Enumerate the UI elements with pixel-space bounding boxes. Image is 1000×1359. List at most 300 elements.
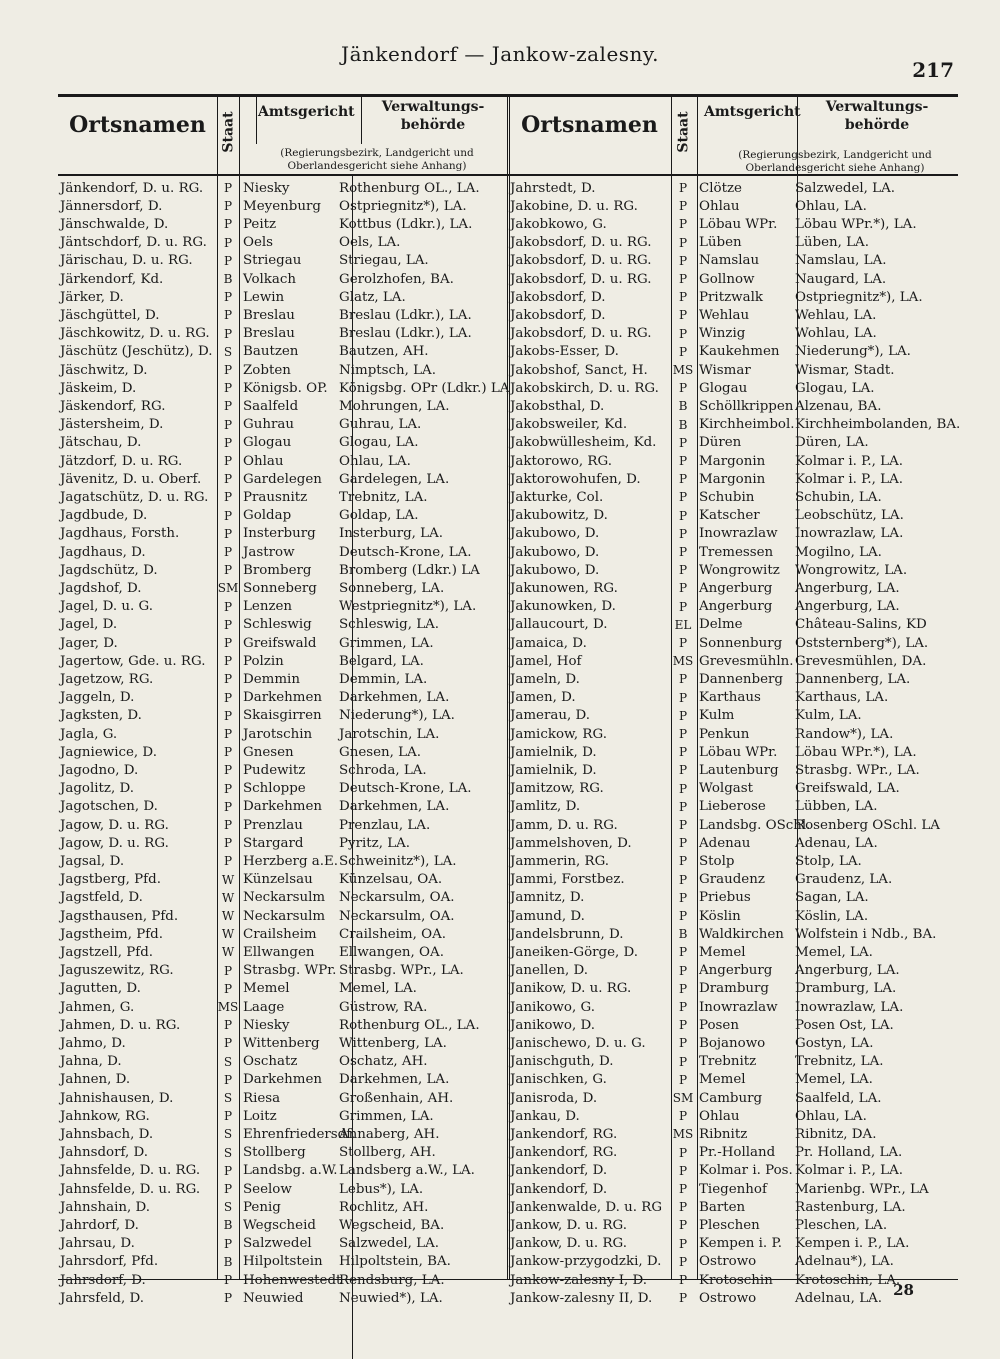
- place-name: Jankow-zalesny II, D.: [510, 1290, 653, 1306]
- place-name: Janikowo, D.: [510, 1017, 595, 1033]
- place-name: Jahnen, D.: [60, 1072, 131, 1088]
- state-code: P: [678, 1236, 688, 1251]
- place-name: Jakobsdorf, D. u. RG.: [510, 271, 652, 287]
- administrative-authority: Strasbg. WPr., LA.: [795, 762, 920, 778]
- district-court: Salzwedel: [243, 1236, 312, 1252]
- district-court: Goldap: [243, 508, 292, 524]
- state-code: P: [678, 1291, 688, 1306]
- place-name: Jakobsdorf, D. u. RG.: [510, 235, 652, 251]
- table-row: [508, 742, 945, 762]
- district-court: Ohlau: [699, 1108, 740, 1124]
- district-court: Zobten: [243, 362, 291, 378]
- place-name: Jagdhaus, Forsth.: [60, 526, 180, 542]
- administrative-authority: Güstrow, RA.: [339, 999, 428, 1015]
- district-court: Gnesen: [243, 744, 294, 760]
- place-name: Jakobsdorf, D.: [510, 307, 606, 323]
- administrative-authority: Rothenburg OL., LA.: [339, 180, 480, 196]
- administrative-authority: Memel, LA.: [795, 1072, 873, 1088]
- state-code: P: [223, 727, 233, 741]
- state-code: B: [223, 1254, 233, 1269]
- place-name: Jagetzow, RG.: [60, 671, 154, 687]
- district-court: Posen: [699, 1017, 739, 1033]
- administrative-authority: Ostpriegnitz*), LA.: [339, 198, 467, 214]
- district-court: Lenzen: [243, 599, 293, 615]
- district-court: Laage: [243, 999, 285, 1015]
- administrative-authority: Ellwangen, OA.: [339, 944, 444, 960]
- administrative-authority: Demmin, LA.: [339, 671, 428, 687]
- table-row: [508, 669, 945, 689]
- ortsnamen-heading: Ortsnamen: [521, 112, 658, 138]
- table-row: [508, 633, 945, 653]
- district-court: Inowrazlaw: [699, 526, 778, 542]
- administrative-authority: Namslau, LA.: [795, 253, 887, 269]
- administrative-authority: Posen Ost, LA.: [795, 1017, 894, 1033]
- administrative-authority: Wehlau, LA.: [795, 307, 877, 323]
- district-court: Delme: [699, 617, 743, 633]
- state-code: P: [223, 290, 233, 305]
- district-court: Trebnitz: [699, 1054, 757, 1070]
- place-name: Jandelsbrunn, D.: [510, 926, 624, 942]
- state-code: P: [223, 217, 233, 232]
- administrative-authority: Neckarsulm, OA.: [339, 908, 455, 924]
- state-code: P: [223, 308, 233, 323]
- table-row: [58, 542, 489, 562]
- administrative-authority: Inowrazlaw, LA.: [795, 526, 904, 542]
- administrative-authority: Salzwedel, LA.: [339, 1236, 439, 1252]
- state-code: P: [678, 1054, 688, 1069]
- place-name: Jamm, D. u. RG.: [510, 817, 618, 833]
- table-row: [508, 560, 945, 580]
- administrative-authority: Großenhain, AH.: [339, 1090, 454, 1106]
- place-name: Jagstfeld, D.: [60, 890, 143, 906]
- verwaltung-heading: [804, 98, 950, 134]
- district-court: Wehlau: [699, 307, 750, 323]
- table-row: [58, 688, 489, 708]
- administrative-authority: Köslin, LA.: [795, 908, 869, 924]
- administrative-authority: Oststernberg*), LA.: [795, 635, 929, 651]
- district-court: Polzin: [243, 653, 284, 669]
- table-row: [58, 378, 510, 398]
- place-name: Jakubowo, D.: [510, 544, 600, 560]
- district-court: Skaisgirren: [243, 708, 322, 724]
- place-name: Jagsthausen, Pfd.: [60, 908, 179, 924]
- place-name: Jakobshof, Sanct, H.: [510, 362, 648, 378]
- district-court: Prausnitz: [243, 489, 308, 505]
- place-name: Jahnkow, RG.: [60, 1108, 150, 1124]
- court-note-line1: (Regierungsbezirk, Landgericht und: [280, 147, 474, 159]
- administrative-authority: Stolp, LA.: [795, 853, 862, 869]
- district-court: Waldkirchen: [699, 926, 784, 942]
- table-row: [58, 1143, 489, 1163]
- place-name: Jagow, D. u. RG.: [60, 817, 169, 833]
- district-court: Neckarsulm: [243, 908, 326, 924]
- table-row: [58, 487, 489, 507]
- state-code: P: [678, 1163, 688, 1178]
- administrative-authority: Oels, LA.: [339, 235, 401, 251]
- place-name: Jahnshain, D.: [60, 1199, 151, 1215]
- place-name: Jankow-przygodzki, D.: [510, 1254, 662, 1270]
- district-court: Clötze: [699, 180, 742, 196]
- place-name: Jäschkowitz, D. u. RG.: [60, 326, 210, 342]
- state-code: P: [678, 981, 688, 996]
- district-court: Dannenberg: [699, 671, 783, 687]
- table-row: [508, 870, 945, 890]
- verwaltung-heading-line1: Verwaltungs-: [825, 99, 929, 115]
- state-code: P: [678, 872, 688, 887]
- administrative-authority: Stollberg, AH.: [339, 1145, 436, 1161]
- place-name: Jahrsdorf, Pfd.: [60, 1254, 159, 1270]
- state-code: P: [678, 181, 688, 195]
- table-row: [58, 724, 489, 744]
- state-code: P: [678, 526, 688, 541]
- district-court: Memel: [699, 944, 746, 960]
- district-court: Neckarsulm: [243, 890, 326, 906]
- district-court: Angerburg: [699, 599, 773, 615]
- administrative-authority: Deutsch-Krone, LA.: [339, 781, 472, 797]
- table-row: [508, 833, 945, 853]
- district-court: Pudewitz: [243, 762, 306, 778]
- place-name: Jäskendorf, RG.: [60, 398, 166, 414]
- table-row: [508, 305, 945, 325]
- table-row: [508, 1252, 945, 1272]
- district-court: Bautzen: [243, 344, 299, 360]
- administrative-authority: Glatz, LA.: [339, 289, 406, 305]
- place-name: Jammi, Forstbez.: [510, 872, 625, 888]
- state-code: B: [678, 417, 688, 432]
- state-code: P: [678, 217, 688, 232]
- administrative-authority: Glogau, LA.: [339, 435, 419, 451]
- district-court: Jarotschin: [243, 726, 313, 742]
- table-row: [58, 1088, 489, 1108]
- place-name: Jäschgüttel, D.: [60, 307, 160, 323]
- place-name: Jagotschen, D.: [60, 799, 158, 815]
- state-code: P: [223, 563, 233, 578]
- table-row: [508, 378, 945, 398]
- state-code: P: [223, 690, 233, 705]
- district-court: Winzig: [699, 326, 746, 342]
- state-code: P: [678, 599, 688, 614]
- table-row: [58, 524, 489, 544]
- administrative-authority: Greifswald, LA.: [795, 781, 900, 797]
- administrative-authority: Wohlau, LA.: [795, 326, 877, 342]
- administrative-authority: Belgard, LA.: [339, 653, 424, 669]
- state-code: P: [223, 708, 233, 723]
- table-row: [58, 1033, 489, 1053]
- state-code: P: [223, 799, 233, 814]
- court-note-line1: (Regierungsbezirk, Landgericht und: [738, 149, 932, 161]
- state-code: P: [223, 672, 233, 687]
- table-row: [58, 469, 489, 489]
- state-code: P: [678, 1254, 688, 1269]
- table-row: [508, 1270, 945, 1290]
- state-code: P: [223, 235, 233, 250]
- district-court: Lüben: [699, 235, 742, 251]
- administrative-authority: Darkehmen, LA.: [339, 1072, 450, 1088]
- state-code: P: [678, 454, 688, 468]
- district-court: Darkehmen: [243, 1072, 323, 1088]
- district-court: Strasbg. WPr.: [243, 963, 337, 979]
- state-code: P: [223, 363, 233, 377]
- state-code: P: [223, 526, 233, 541]
- table-row: [58, 597, 489, 617]
- table-row: [508, 942, 945, 962]
- place-name: Jahnsfelde, D. u. RG.: [60, 1163, 201, 1179]
- administrative-authority: Trebnitz, LA.: [339, 489, 428, 505]
- administrative-authority: Mohrungen, LA.: [339, 398, 450, 414]
- district-court: Graudenz: [699, 872, 765, 888]
- administrative-authority: Künzelsau, OA.: [339, 872, 443, 888]
- district-court: Karthaus: [699, 690, 761, 706]
- state-code: P: [223, 1109, 233, 1124]
- state-code: P: [223, 763, 233, 778]
- state-code: P: [223, 399, 233, 414]
- place-name: Jänkendorf, D. u. RG.: [60, 180, 204, 196]
- place-name: Jagdbude, D.: [60, 508, 148, 524]
- table-row: [508, 851, 945, 871]
- place-name: Jahrsfeld, D.: [60, 1290, 145, 1306]
- table-row: [58, 287, 489, 307]
- place-name: Jakobsweiler, Kd.: [510, 417, 628, 433]
- administrative-authority: Saalfeld, LA.: [795, 1090, 882, 1106]
- district-court: Hohenwestedt: [243, 1272, 342, 1288]
- table-row: [508, 961, 945, 981]
- district-court: Ehrenfriedersdf.: [243, 1126, 355, 1142]
- district-court: Darkehmen: [243, 799, 323, 815]
- place-name: Jagatschütz, D. u. RG.: [60, 489, 209, 505]
- table-row: [508, 396, 945, 416]
- place-name: Jankow, D. u. RG.: [510, 1236, 628, 1252]
- place-name: Jagstberg, Pfd.: [60, 872, 161, 888]
- table-row: [508, 597, 945, 617]
- state-code: P: [223, 1018, 233, 1033]
- state-code: P: [678, 472, 688, 487]
- state-code: P: [678, 727, 688, 741]
- table-row: [58, 324, 489, 344]
- state-code: P: [678, 344, 688, 359]
- place-name: Jahrsau, D.: [60, 1236, 135, 1252]
- state-code: P: [223, 854, 233, 869]
- district-court: Peitz: [243, 216, 277, 232]
- place-name: Jagstheim, Pfd.: [60, 926, 164, 942]
- administrative-authority: Kempen i. P., LA.: [795, 1236, 910, 1252]
- place-name: Jahmo, D.: [60, 1035, 126, 1051]
- table-row: [508, 433, 945, 453]
- administrative-authority: Löbau WPr.*), LA.: [795, 744, 917, 760]
- administrative-authority: Wegscheid, BA.: [339, 1217, 445, 1233]
- state-code: SM: [672, 1091, 694, 1105]
- state-code: P: [223, 836, 233, 851]
- district-court: Angerburg: [699, 963, 773, 979]
- state-code: P: [678, 435, 688, 450]
- state-code: P: [678, 1072, 688, 1087]
- district-court: Ohlau: [243, 453, 284, 469]
- place-name: Jakobwüllesheim, Kd.: [510, 435, 657, 451]
- state-code: P: [223, 1236, 233, 1251]
- page-number: 217: [912, 58, 954, 82]
- district-court: Pr.-Holland: [699, 1145, 776, 1161]
- place-name: Jästersheim, D.: [60, 417, 164, 433]
- state-code: P: [223, 1036, 233, 1051]
- administrative-authority: Striegau, LA.: [339, 253, 429, 269]
- district-court: Schöllkrippen: [699, 398, 794, 414]
- administrative-authority: Mogilno, LA.: [795, 544, 882, 560]
- state-code: P: [678, 563, 688, 578]
- place-name: Janischewo, D. u. G.: [510, 1035, 646, 1051]
- state-code: P: [678, 909, 688, 923]
- place-name: Jallaucourt, D.: [510, 617, 608, 633]
- place-name: Jammelshoven, D.: [510, 835, 632, 851]
- district-court: Ostrowo: [699, 1254, 757, 1270]
- table-row: [58, 742, 489, 762]
- place-name: Jankau, D.: [510, 1108, 580, 1124]
- table-row: [58, 1288, 489, 1308]
- place-name: Jakubowo, D.: [510, 526, 600, 542]
- table-row: [58, 815, 489, 835]
- place-name: Jäntschdorf, D. u. RG.: [60, 235, 207, 251]
- administrative-authority: Leobschütz, LA.: [795, 508, 904, 524]
- place-name: Jagla, G.: [60, 726, 118, 742]
- district-court: Volkach: [243, 271, 297, 287]
- state-code: P: [223, 181, 233, 195]
- administrative-authority: Niederung*), LA.: [795, 344, 911, 360]
- staat-heading: [672, 100, 696, 164]
- table-row: [58, 178, 489, 198]
- administrative-authority: Schleswig, LA.: [339, 617, 440, 633]
- administrative-authority: Wongrowitz, LA.: [795, 562, 908, 578]
- staat-heading: [217, 100, 241, 164]
- court-note: [256, 147, 498, 173]
- table-row: [508, 342, 945, 362]
- administrative-authority: Kolmar i. P., LA.: [795, 453, 904, 469]
- table-row: [508, 1124, 945, 1144]
- administrative-authority: Schubin, LA.: [795, 489, 882, 505]
- district-court: Oels: [243, 235, 274, 251]
- administrative-authority: Westpriegnitz*), LA.: [339, 599, 477, 615]
- district-court: Wolgast: [699, 781, 754, 797]
- district-court: Ellwangen: [243, 944, 315, 960]
- administrative-authority: Angerburg, LA.: [795, 599, 900, 615]
- table-row: [508, 1197, 945, 1217]
- administrative-authority: Grimmen, LA.: [339, 1108, 434, 1124]
- district-court: Seelow: [243, 1181, 292, 1197]
- state-code: P: [678, 308, 688, 323]
- table-row: [508, 924, 945, 944]
- place-name: Jahrdorf, D.: [60, 1217, 139, 1233]
- state-code: P: [678, 763, 688, 778]
- place-name: Jätschau, D.: [60, 435, 142, 451]
- district-court: Schubin: [699, 489, 755, 505]
- district-court: Ribnitz: [699, 1126, 748, 1142]
- table-row: [58, 760, 489, 780]
- administrative-authority: Niederung*), LA.: [339, 708, 455, 724]
- state-code: B: [223, 1218, 233, 1233]
- table-row: [508, 888, 945, 908]
- place-name: Jakobs-Esser, D.: [510, 344, 619, 360]
- administrative-authority: Breslau (Ldkr.), LA.: [339, 326, 472, 342]
- state-code: MS: [217, 1000, 239, 1014]
- administrative-authority: Krotoschin, LA.: [795, 1272, 901, 1288]
- table-row: [58, 1161, 489, 1181]
- table-row: [58, 214, 489, 234]
- place-name: Jännersdorf, D.: [60, 198, 163, 214]
- place-name: Jagel, D.: [60, 617, 118, 633]
- district-court: Schleswig: [243, 617, 312, 633]
- table-row: [58, 360, 489, 380]
- district-court: Ostrowo: [699, 1290, 757, 1306]
- administrative-authority: Kolmar i. P., LA.: [795, 471, 904, 487]
- administrative-authority: Glogau, LA.: [795, 380, 875, 396]
- table-row: [508, 1234, 945, 1254]
- administrative-authority: Darkehmen, LA.: [339, 799, 450, 815]
- administrative-authority: Schweinitz*), LA.: [339, 853, 457, 869]
- state-code: S: [223, 1145, 233, 1160]
- table-row: [58, 451, 489, 471]
- state-code: P: [678, 690, 688, 705]
- table-row: [508, 906, 945, 926]
- district-court: Priebus: [699, 890, 751, 906]
- state-code: P: [678, 1218, 688, 1233]
- administrative-authority: Inowrazlaw, LA.: [795, 999, 904, 1015]
- district-court: Königsb. OP.: [243, 380, 328, 396]
- state-code: S: [223, 344, 233, 359]
- district-court: Grevesmühln.: [699, 653, 794, 669]
- place-name: Jäskeim, D.: [60, 380, 137, 396]
- table-row: [508, 615, 945, 635]
- court-note-line2: Oberlandesgericht siehe Anhang): [745, 162, 925, 174]
- table-row: [58, 1124, 489, 1144]
- administrative-authority: Château-Salins, KD: [795, 617, 927, 633]
- state-code: P: [223, 454, 233, 468]
- place-name: Jahmen, G.: [60, 999, 135, 1015]
- staat-heading-label: Staat: [221, 111, 237, 153]
- place-name: Jagniewice, D.: [60, 744, 157, 760]
- table-row: [58, 305, 489, 325]
- table-row: [58, 560, 489, 580]
- place-name: Jamaica, D.: [510, 635, 587, 651]
- table-row: [508, 1179, 945, 1199]
- table-row: [508, 178, 945, 198]
- place-name: Jankow-zalesny I, D.: [510, 1272, 648, 1288]
- state-code: P: [678, 672, 688, 687]
- table-row: [58, 396, 489, 416]
- district-court: Wegscheid: [243, 1217, 316, 1233]
- place-name: Jahmen, D. u. RG.: [60, 1017, 181, 1033]
- table-row: [58, 578, 489, 598]
- place-name: Jagstzell, Pfd.: [60, 944, 154, 960]
- district-court: Margonin: [699, 471, 766, 487]
- table-row: [58, 906, 489, 926]
- district-court: Lieberose: [699, 799, 766, 815]
- state-code: P: [678, 799, 688, 814]
- place-name: Jakobsdorf, D. u. RG.: [510, 326, 652, 342]
- table-row: [58, 1197, 489, 1217]
- administrative-authority: Neuwied*), LA.: [339, 1290, 443, 1306]
- district-court: Dramburg: [699, 981, 769, 997]
- district-court: Krotoschin: [699, 1272, 773, 1288]
- place-name: Jahnsfelde, D. u. RG.: [60, 1181, 201, 1197]
- table-row: [508, 1070, 945, 1090]
- district-court: Breslau: [243, 326, 295, 342]
- table-row: [508, 506, 945, 526]
- district-court: Barten: [699, 1199, 746, 1215]
- table-row: [508, 688, 945, 708]
- place-name: Jakubowitz, D.: [510, 508, 608, 524]
- district-court: Camburg: [699, 1090, 763, 1106]
- place-name: Janischken, G.: [510, 1072, 607, 1088]
- table-row: [58, 797, 489, 817]
- district-court: Lewin: [243, 289, 285, 305]
- place-name: Jankow, D. u. RG.: [510, 1217, 628, 1233]
